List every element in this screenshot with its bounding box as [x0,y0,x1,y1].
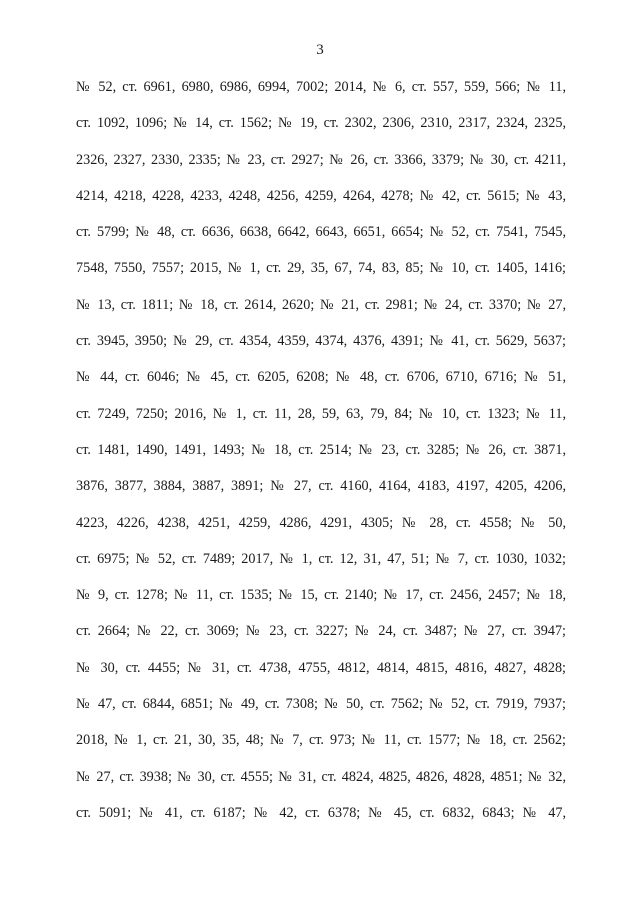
text-line: ст. 2664; № 22, ст. 3069; № 23, ст. 3227; № 24, ст. 3487; № 27, ст. 3947; [76,623,566,640]
text-line: № 30, ст. 4455; № 31, ст. 4738, 4755, 4812, 4814, 4815, 4816, 4827, 4828; [76,659,566,676]
text-line: 2018, № 1, ст. 21, 30, 35, 48; № 7, ст. 973; № 11, ст. 1577; № 18, ст. 2562; [76,732,566,749]
text-line: ст. 5799; № 48, ст. 6636, 6638, 6642, 6643, 6651, 6654; № 52, ст. 7541, 7545, [76,224,566,241]
text-line: 7548, 7550, 7557; 2015, № 1, ст. 29, 35, 67, 74, 83, 85; № 10, ст. 1405, 1416; [76,260,566,277]
text-line: ст. 5091; № 41, ст. 6187; № 42, ст. 6378; № 45, ст. 6832, 6843; № 47, [76,804,566,821]
text-line: 4214, 4218, 4228, 4233, 4248, 4256, 4259, 4264, 4278; № 42, ст. 5615; № 43, [76,187,566,204]
text-line: № 13, ст. 1811; № 18, ст. 2614, 2620; № 21, ст. 2981; № 24, ст. 3370; № 27, [76,296,566,313]
citation-text-block [76,76,566,838]
text-line: 3876, 3877, 3884, 3887, 3891; № 27, ст. 4160, 4164, 4183, 4197, 4205, 4206, [76,478,566,495]
text-line: ст. 1092, 1096; № 14, ст. 1562; № 19, ст. 2302, 2306, 2310, 2317, 2324, 2325, [76,115,566,132]
text-line: № 27, ст. 3938; № 30, ст. 4555; № 31, ст. 4824, 4825, 4826, 4828, 4851; № 32, [76,768,566,785]
text-line: ст. 7249, 7250; 2016, № 1, ст. 11, 28, 59, 63, 79, 84; № 10, ст. 1323; № 11, [76,405,566,422]
text-line: № 47, ст. 6844, 6851; № 49, ст. 7308; № 50, ст. 7562; № 52, ст. 7919, 7937; [76,696,566,713]
text-line: 4223, 4226, 4238, 4251, 4259, 4286, 4291, 4305; № 28, ст. 4558; № 50, [76,514,566,531]
text-line: № 9, ст. 1278; № 11, ст. 1535; № 15, ст. 2140; № 17, ст. 2456, 2457; № 18, [76,587,566,604]
text-line: № 52, ст. 6961, 6980, 6986, 6994, 7002; 2014, № 6, ст. 557, 559, 566; № 11, [76,79,566,95]
text-line: № 44, ст. 6046; № 45, ст. 6205, 6208; № 48, ст. 6706, 6710, 6716; № 51, [76,369,566,386]
text-line: ст. 3945, 3950; № 29, ст. 4354, 4359, 4374, 4376, 4391; № 41, ст. 5629, 5637; [76,333,566,350]
page-number: 3 [316,42,324,58]
text-line: ст. 1481, 1490, 1491, 1493; № 18, ст. 2514; № 23, ст. 3285; № 26, ст. 3871, [76,441,566,458]
text-line: ст. 6975; № 52, ст. 7489; 2017, № 1, ст. 12, 31, 47, 51; № 7, ст. 1030, 1032; [76,550,566,567]
text-line: 2326, 2327, 2330, 2335; № 23, ст. 2927; № 26, ст. 3366, 3379; № 30, ст. 4211, [76,151,566,168]
